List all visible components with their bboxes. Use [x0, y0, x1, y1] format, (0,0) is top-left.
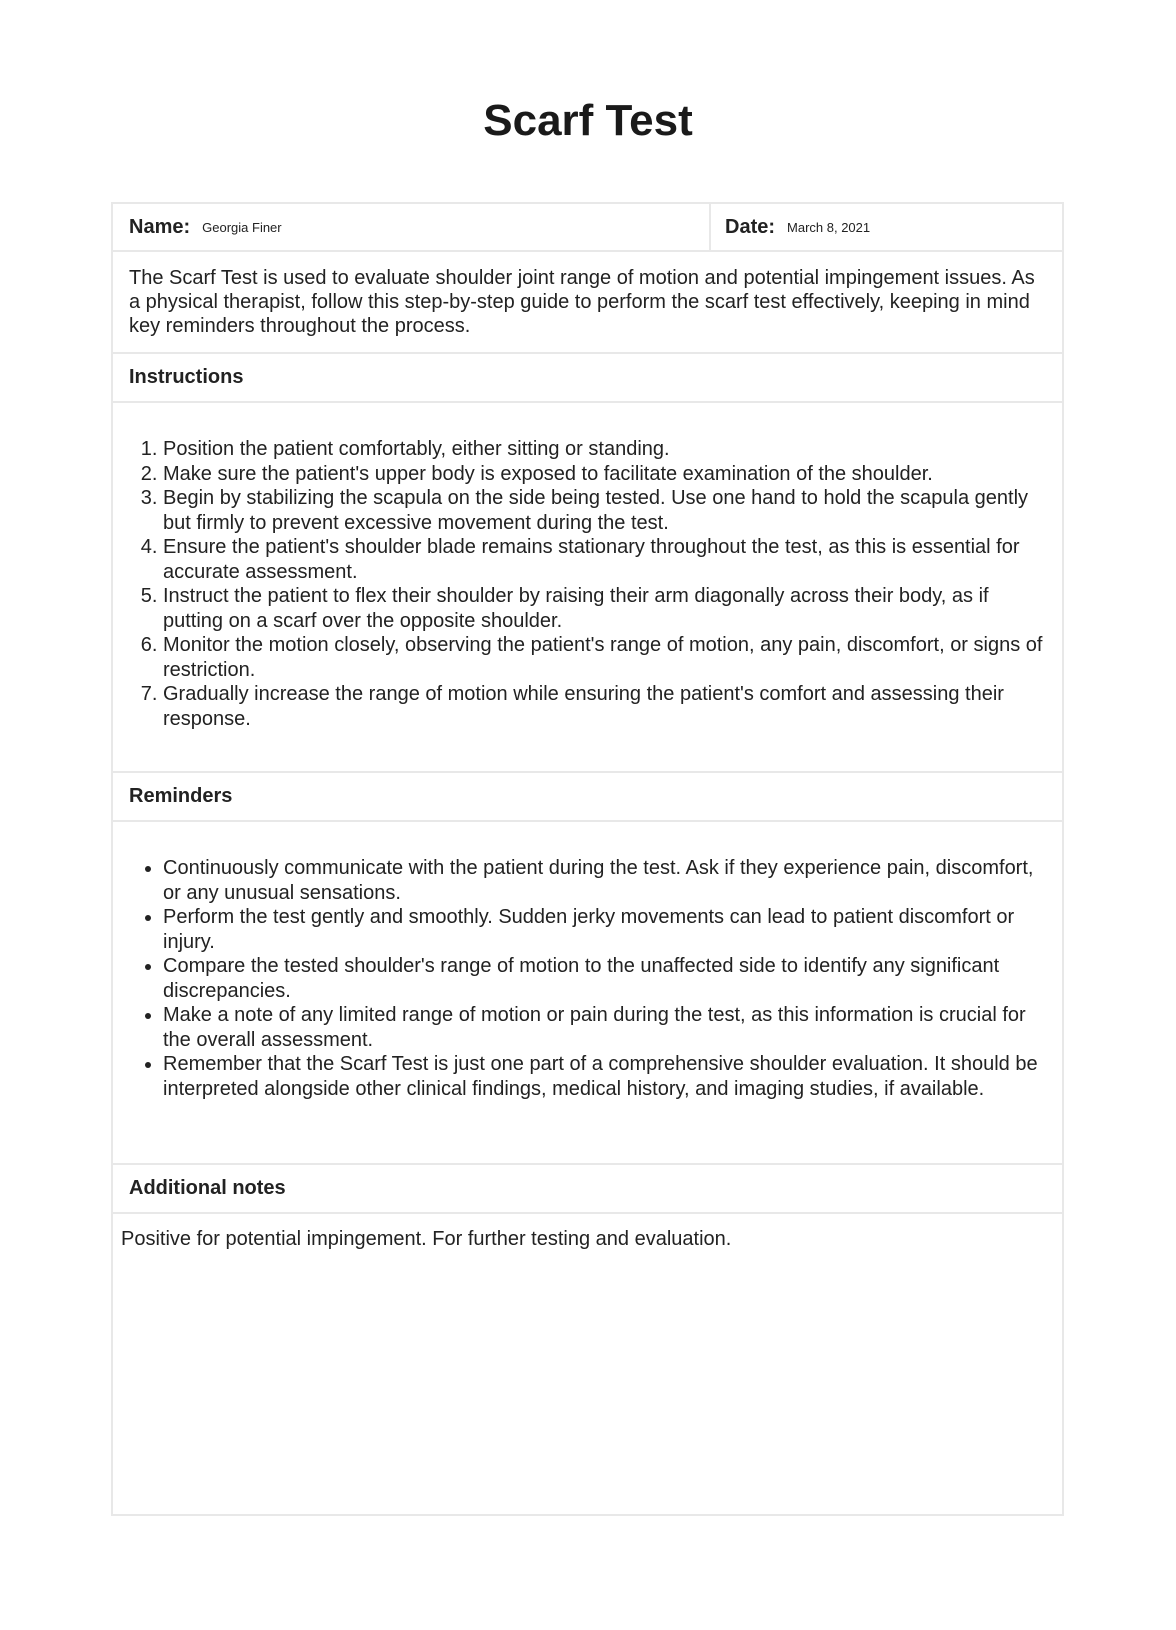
date-field[interactable] [711, 204, 1062, 250]
list-item: 6. Monitor the motion closely, observing the patient's range of motion, any pain, discomfort, or signs of restriction. [163, 633, 1046, 682]
list-item: 3. Begin by stabilizing the scapula on the side being tested. Use one hand to hold the scapula gently but firmly to prevent excessive movement during the test. [163, 486, 1046, 535]
instructions-list [113, 403, 1062, 761]
list-item: • Remember that the Scarf Test is just one part of a comprehensive shoulder evaluation. It should be interpreted alongside other clinical findings, medical history, and imaging studies, if available. [163, 1052, 1046, 1101]
instructions-section [113, 403, 1062, 773]
name-field[interactable] [113, 204, 711, 250]
list-item: 4. Ensure the patient's shoulder blade remains stationary throughout the test, as this is essential for accurate assessment. [163, 535, 1046, 584]
list-item: 5. Instruct the patient to flex their shoulder by raising their arm diagonally across their body, as if putting on a scarf over the opposite shoulder. [163, 584, 1046, 633]
list-item: • Make a note of any limited range of motion or pain during the test, as this information is crucial for the overall assessment. [163, 1003, 1046, 1052]
list-item: • Perform the test gently and smoothly. Sudden jerky movements can lead to patient discomfort or injury. [163, 905, 1046, 954]
form-sheet [111, 202, 1064, 1516]
list-item: 1. Position the patient comfortably, either sitting or standing. [163, 437, 1046, 462]
date-label: Date: [725, 215, 776, 238]
intro-text: The Scarf Test is used to evaluate shoulder joint range of motion and potential impingement issues. As a physical therapist, follow this step-by-step guide to perform the scarf test effectively, keeping in mind key reminders throughout the process. [113, 252, 1062, 354]
page-title: Scarf Test [483, 96, 693, 145]
list-item: 2. Make sure the patient's upper body is exposed to facilitate examination of the shoulder. [163, 462, 1046, 487]
list-item: • Continuously communicate with the patient during the test. Ask if they experience pain, discomfort, or any unusual sensations. [163, 856, 1046, 905]
notes-field[interactable] [113, 1214, 1062, 1514]
notes-heading: Additional notes [113, 1165, 1062, 1214]
list-item: 7. Gradually increase the range of motion while ensuring the patient's comfort and assessing their response. [163, 682, 1046, 731]
reminders-section [113, 822, 1062, 1165]
reminders-list [113, 822, 1062, 1131]
reminders-heading: Reminders [113, 773, 1062, 822]
date-value: March 8, 2021 [787, 219, 871, 235]
name-date-row [113, 204, 1062, 252]
name-label: Name: [129, 215, 191, 238]
list-item: • Compare the tested shoulder's range of motion to the unaffected side to identify any significant discrepancies. [163, 954, 1046, 1003]
instructions-heading: Instructions [113, 354, 1062, 403]
name-value: Georgia Finer [202, 219, 282, 235]
notes-text: Positive for potential impingement. For further testing and evaluation. [121, 1228, 732, 1250]
